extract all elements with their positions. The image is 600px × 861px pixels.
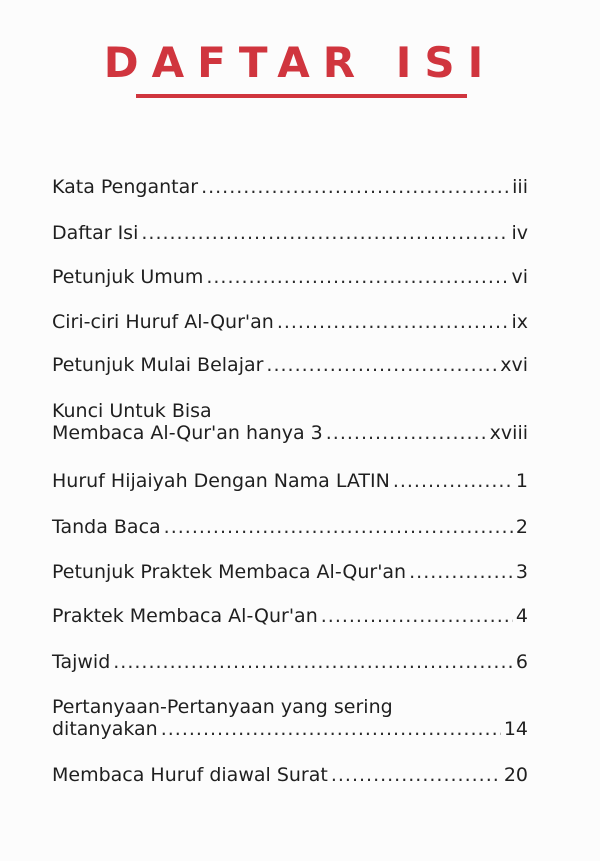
toc-entry: [52, 696, 528, 740]
toc-entry-title: Petunjuk Praktek Membaca Al-Qur'an: [52, 561, 407, 583]
toc-entry-title: Tanda Baca: [52, 516, 161, 538]
toc-page-number: 4: [515, 605, 528, 627]
toc-page-number: xviii: [489, 422, 528, 444]
toc-page-number: 14: [503, 718, 528, 740]
toc-leader-dots: [409, 561, 513, 583]
toc-page-number: 6: [515, 651, 528, 673]
toc-entry-title: Petunjuk Umum: [52, 266, 204, 288]
toc-page-number: iv: [511, 222, 528, 244]
toc-page-number: 2: [515, 516, 528, 538]
toc-entry-title-continued: ditanyakan: [52, 718, 158, 740]
toc-leader-dots: [266, 354, 497, 376]
toc-entry-title: Kata Pengantar: [52, 176, 199, 198]
toc-page-number: 1: [515, 470, 528, 492]
toc-leader-dots: [164, 516, 513, 538]
toc-entry-title-continued: Membaca Al-Qur'an hanya 3: [52, 422, 323, 444]
toc-entry: [52, 651, 528, 673]
toc-page-number: iii: [512, 176, 528, 198]
toc-page-number: xvi: [500, 354, 528, 376]
toc-leader-dots: [201, 176, 509, 198]
toc-entry-title: Kunci Untuk Bisa: [52, 400, 212, 422]
toc-leader-dots: [331, 764, 501, 786]
toc-page-number: 3: [515, 561, 528, 583]
toc-entry-title: Ciri-ciri Huruf Al-Qur'an: [52, 311, 274, 333]
toc-page-number: ix: [511, 311, 528, 333]
toc-entry: [52, 176, 528, 198]
toc-leader-dots: [393, 470, 513, 492]
toc-entry: [52, 222, 528, 244]
toc-entry: [52, 266, 528, 288]
toc-entry: [52, 354, 528, 376]
toc-leader-dots: [141, 222, 508, 244]
toc-leader-dots: [161, 718, 501, 740]
toc-entry-title: Huruf Hijaiyah Dengan Nama LATIN: [52, 470, 390, 492]
toc-entry: [52, 605, 528, 627]
toc-leader-dots: [321, 605, 513, 627]
toc-entry: [52, 516, 528, 538]
toc-leader-dots: [113, 651, 513, 673]
toc-entry-title: Tajwid: [52, 651, 111, 673]
title-underline: [136, 94, 467, 98]
toc-page-number: vi: [511, 266, 528, 288]
toc-leader-dots: [326, 422, 487, 444]
toc-leader-dots: [206, 266, 508, 288]
toc-entry: [52, 561, 528, 583]
toc-entry-title: Petunjuk Mulai Belajar: [52, 354, 264, 376]
toc-leader-dots: [277, 311, 509, 333]
toc-entry-title: Praktek Membaca Al-Qur'an: [52, 605, 318, 627]
page-title: DAFTAR ISI: [103, 38, 497, 87]
toc-entry-title: Membaca Huruf diawal Surat: [52, 764, 328, 786]
toc-entry: [52, 470, 528, 492]
toc-page-number: 20: [503, 764, 528, 786]
toc-entry: [52, 764, 528, 786]
toc-entry: [52, 311, 528, 333]
toc-entry-title: Daftar Isi: [52, 222, 139, 244]
toc-entry-title: Pertanyaan-Pertanyaan yang sering: [52, 696, 393, 718]
toc-entry: [52, 400, 528, 444]
